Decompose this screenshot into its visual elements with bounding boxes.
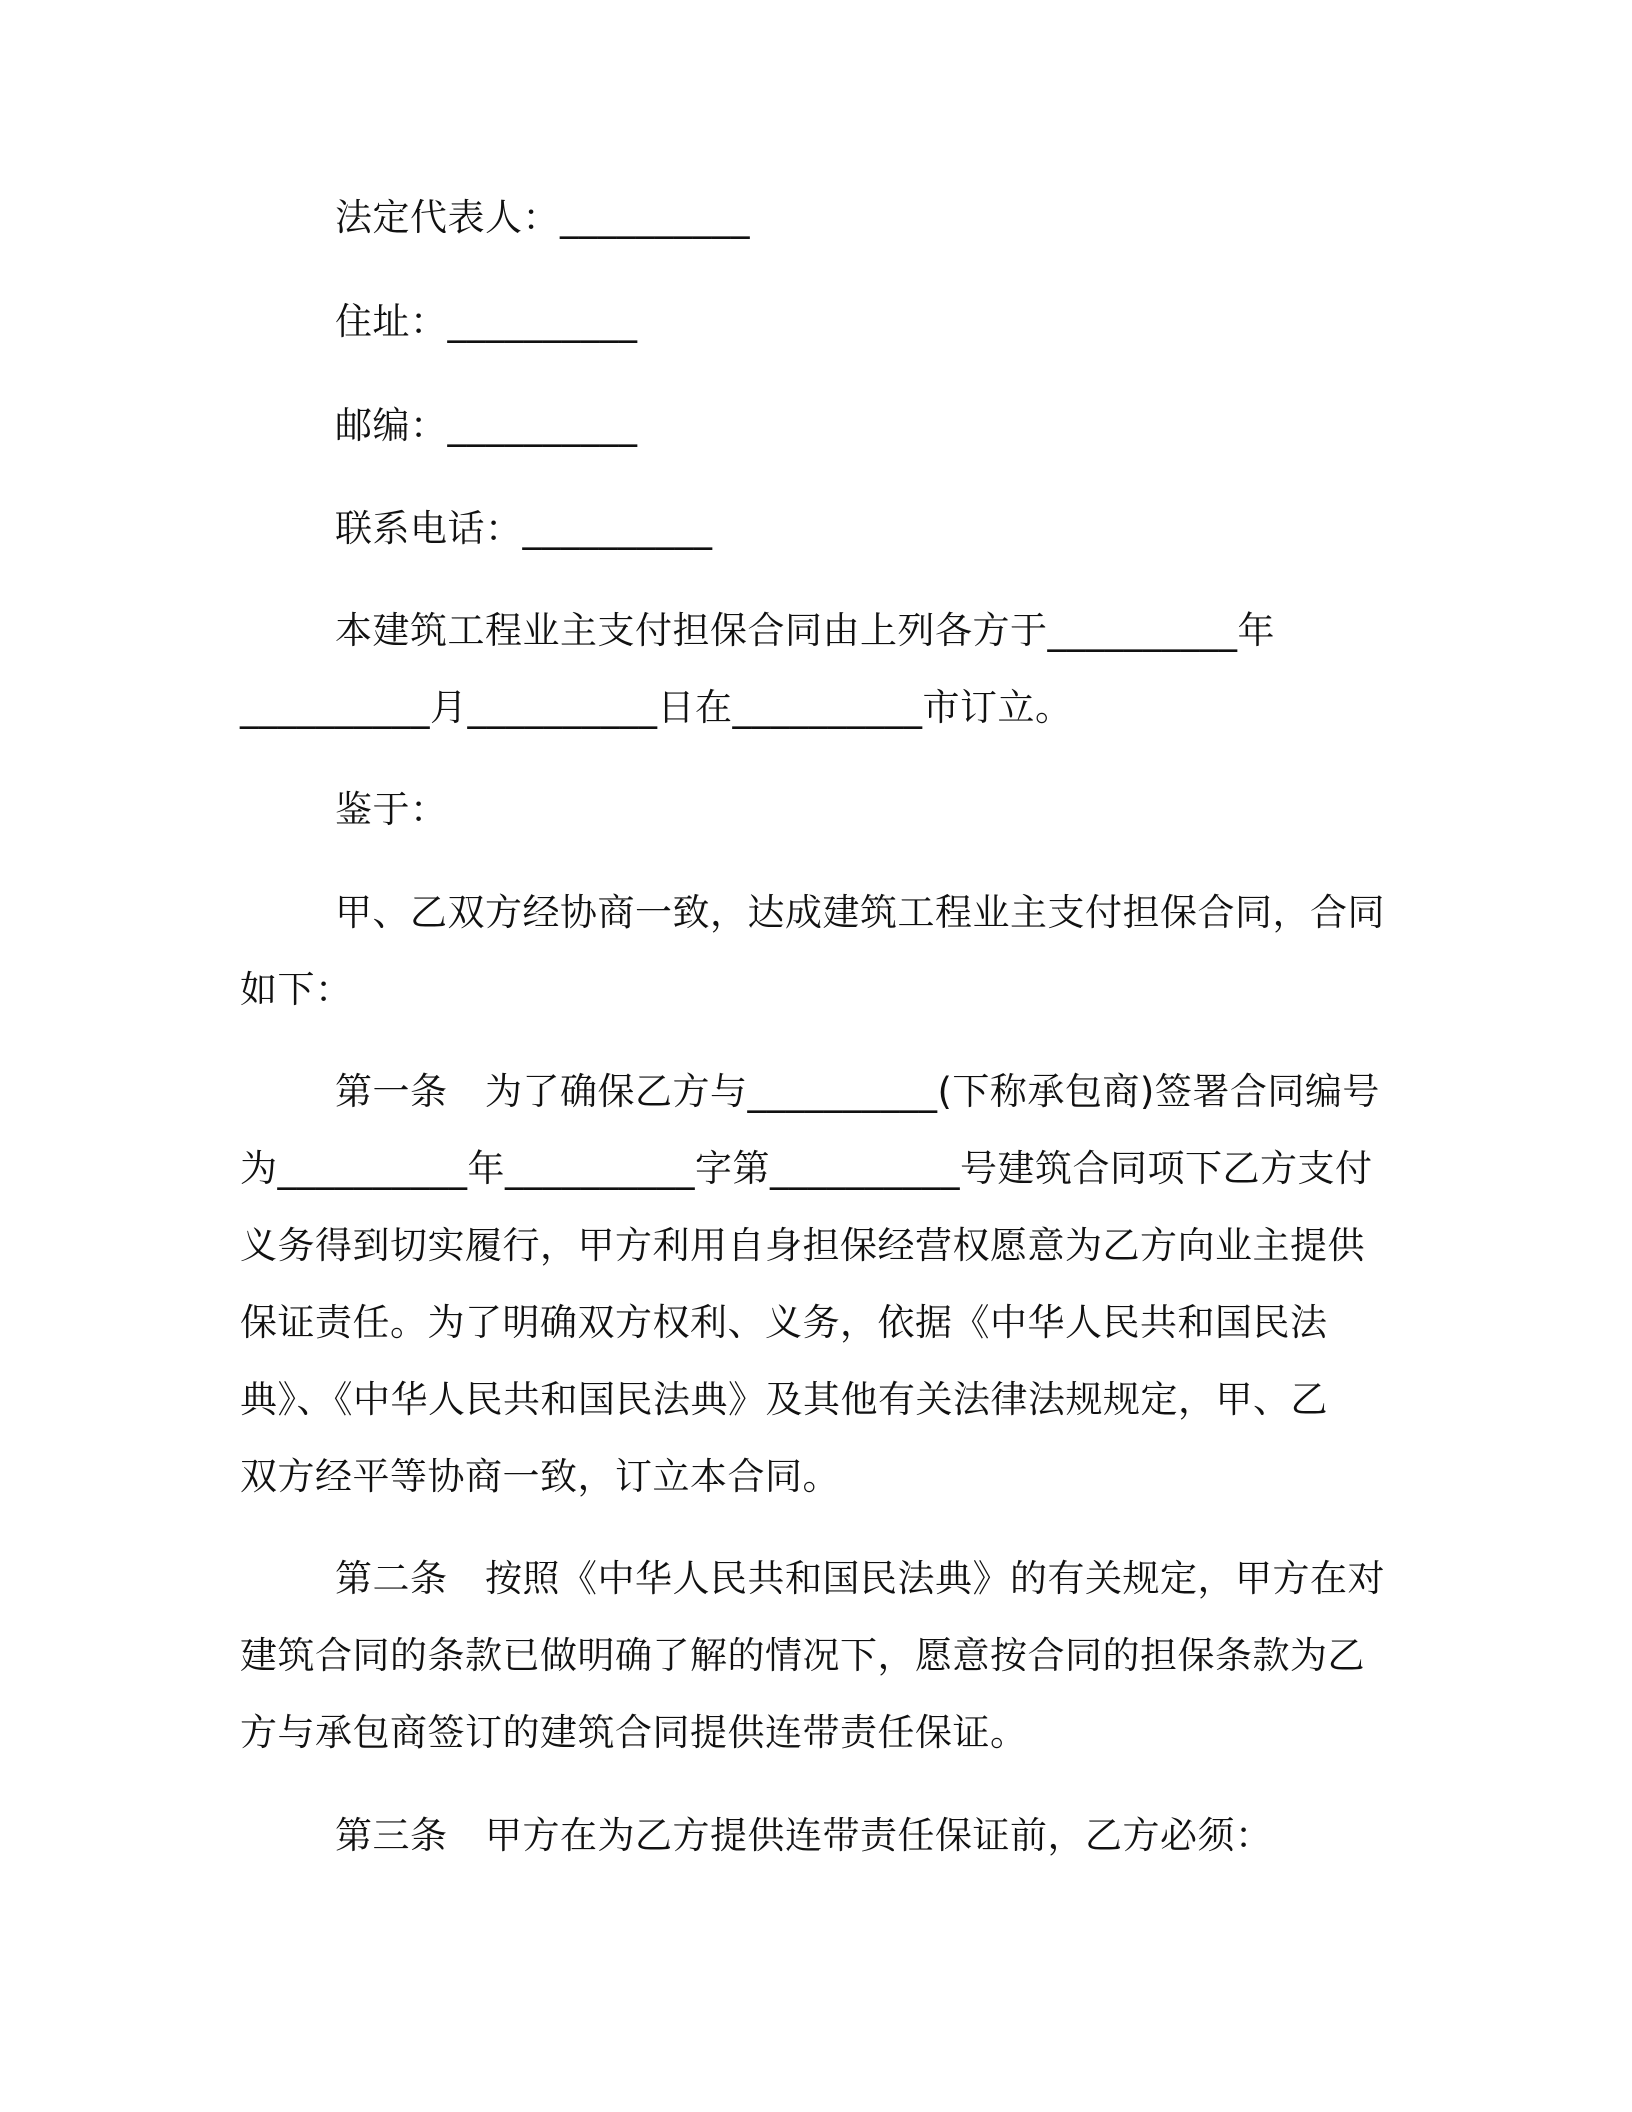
- agreement-paragraph-line-2: 如下：: [240, 968, 353, 1011]
- whereas-heading: 鉴于：: [335, 788, 448, 831]
- article-1-line-3: 义务得到切实履行，甲方利用自身担保经营权愿意为乙方向业主提供: [240, 1224, 1365, 1267]
- phone-field: 联系电话：__________: [335, 507, 713, 550]
- article-2-line-1: 第二条 按照《中华人民共和国民法典》的有关规定，甲方在对: [335, 1557, 1385, 1600]
- legal-representative-field: 法定代表人：__________: [335, 196, 750, 239]
- signing-date-line-2: __________月__________日在__________市订立。: [240, 686, 1073, 729]
- signing-date-line-1: 本建筑工程业主支付担保合同由上列各方于__________年: [335, 609, 1275, 652]
- article-1-line-1: 第一条 为了确保乙方与__________(下称承包商)签署合同编号: [335, 1070, 1380, 1113]
- agreement-paragraph-line-1: 甲、乙双方经协商一致，达成建筑工程业主支付担保合同，合同: [335, 891, 1385, 934]
- address-field: 住址：__________: [335, 300, 638, 343]
- article-3-line-1: 第三条 甲方在为乙方提供连带责任保证前，乙方必须：: [335, 1814, 1273, 1857]
- article-1-line-6: 双方经平等协商一致，订立本合同。: [240, 1455, 840, 1498]
- article-2-line-3: 方与承包商签订的建筑合同提供连带责任保证。: [240, 1711, 1028, 1754]
- article-2-line-2: 建筑合同的条款已做明确了解的情况下，愿意按合同的担保条款为乙: [240, 1634, 1365, 1677]
- article-1-line-5: 典》、《中华人民共和国民法典》及其他有关法律法规规定，甲、乙: [240, 1378, 1328, 1421]
- postcode-field: 邮编：__________: [335, 404, 638, 447]
- article-1-line-4: 保证责任。为了明确双方权利、义务，依据《中华人民共和国民法: [240, 1301, 1328, 1344]
- article-1-line-2: 为__________年__________字第__________号建筑合同项下乙方支付: [240, 1147, 1373, 1190]
